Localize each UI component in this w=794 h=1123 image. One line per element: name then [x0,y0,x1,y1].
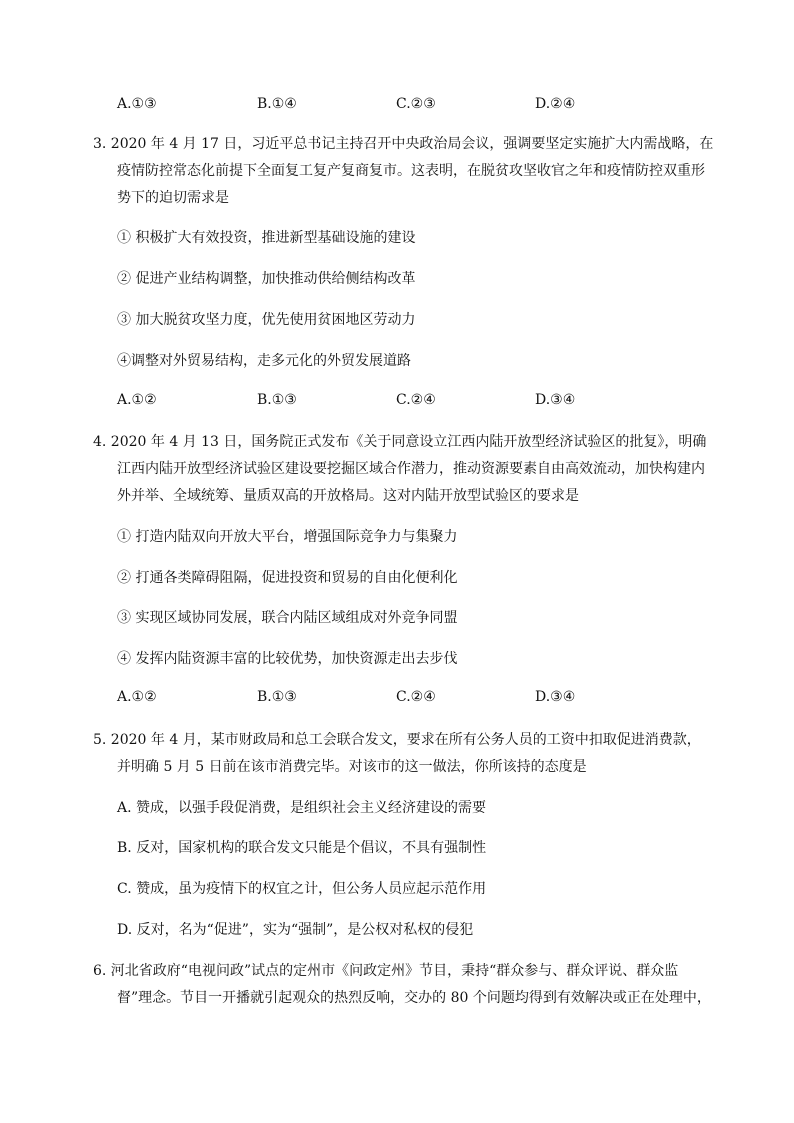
q3-item-3: ③ 加大脱贫攻坚力度，优先使用贫困地区劳动力 [117,312,416,328]
q3-option-b: B.①③ [257,392,297,408]
q6-stem-line-1: 6. 河北省政府“电视问政”试点的定州市《问政定州》节目，秉持“群众参与、群众评说、群众监 [93,963,679,979]
q4-option-a: A.①② [117,689,157,705]
q2-option-a: A.①③ [117,96,157,112]
q4-item-4: ④ 发挥内陆资源丰富的比较优势，加快资源走出去步伐 [117,651,458,667]
q4-item-3: ③ 实现区域协同发展，联合内陆区域组成对外竞争同盟 [117,610,458,626]
q5-stem-line-1: 5. 2020 年 4 月，某市财政局和总工会联合发文，要求在所有公务人员的工资中扣取促进消费款， [93,732,701,748]
q2-option-d: D.②④ [535,96,576,112]
q4-item-1: ① 打造内陆双向开放大平台，增强国际竞争力与集聚力 [117,529,458,545]
q3-item-4: ④调整对外贸易结构，走多元化的外贸发展道路 [117,353,411,369]
q4-option-b: B.①③ [257,689,297,705]
q3-stem-line-2: 疫情防控常态化前提下全面复工复产复商复市。这表明，在脱贫攻坚收官之年和疫情防控双重形 [117,163,705,179]
q5-choice-b: B. 反对，国家机构的联合发文只能是个倡议，不具有强制性 [117,840,487,856]
q4-stem-line-1: 4. 2020 年 4 月 13 日，国务院正式发布《关于同意设立江西内陆开放型经济试验区的批复》，明确 [93,434,707,450]
q3-options [117,392,617,412]
q3-stem-line-1: 3. 2020 年 4 月 17 日，习近平总书记主持召开中央政治局会议，强调要坚定实施扩大内需战略，在 [93,136,714,152]
q4-option-d: D.③④ [535,689,576,705]
q5-choice-d: D. 反对，名为“促进”，实为“强制”，是公权对私权的侵犯 [117,922,474,938]
q5-choice-c: C. 赞成，虽为疫情下的权宜之计，但公务人员应起示范作用 [117,881,487,897]
q3-stem-line-3: 势下的迫切需求是 [117,190,229,206]
q5-choice-a: A. 赞成，以强手段促消费，是组织社会主义经济建设的需要 [117,800,487,816]
q6-stem-line-2: 督”理念。节目一开播就引起观众的热烈反响，交办的 80 个问题均得到有效解决或正在处理中， [117,990,711,1006]
q2-option-b: B.①④ [257,96,297,112]
q4-option-c: C.②④ [396,689,436,705]
q4-stem-line-2: 江西内陆开放型经济试验区建设要挖掘区域合作潜力，推动资源要素自由高效流动，加快构建内 [117,461,705,477]
q3-option-a: A.①② [117,392,157,408]
q5-stem-line-2: 并明确 5 月 5 日前在该市消费完毕。对该市的这一做法，你所该持的态度是 [117,759,587,775]
q2-option-c: C.②③ [396,96,436,112]
q3-item-2: ② 促进产业结构调整，加快推动供给侧结构改革 [117,271,416,287]
q4-stem-line-3: 外并举、全域统筹、量质双高的开放格局。这对内陆开放型试验区的要求是 [117,488,579,504]
q2-options [117,96,617,116]
q4-options [117,689,617,709]
q3-option-d: D.③④ [535,392,576,408]
q4-item-2: ② 打通各类障碍阻隔，促进投资和贸易的自由化便利化 [117,570,458,586]
q3-item-1: ① 积极扩大有效投资，推进新型基础设施的建设 [117,230,416,246]
q3-option-c: C.②④ [396,392,436,408]
